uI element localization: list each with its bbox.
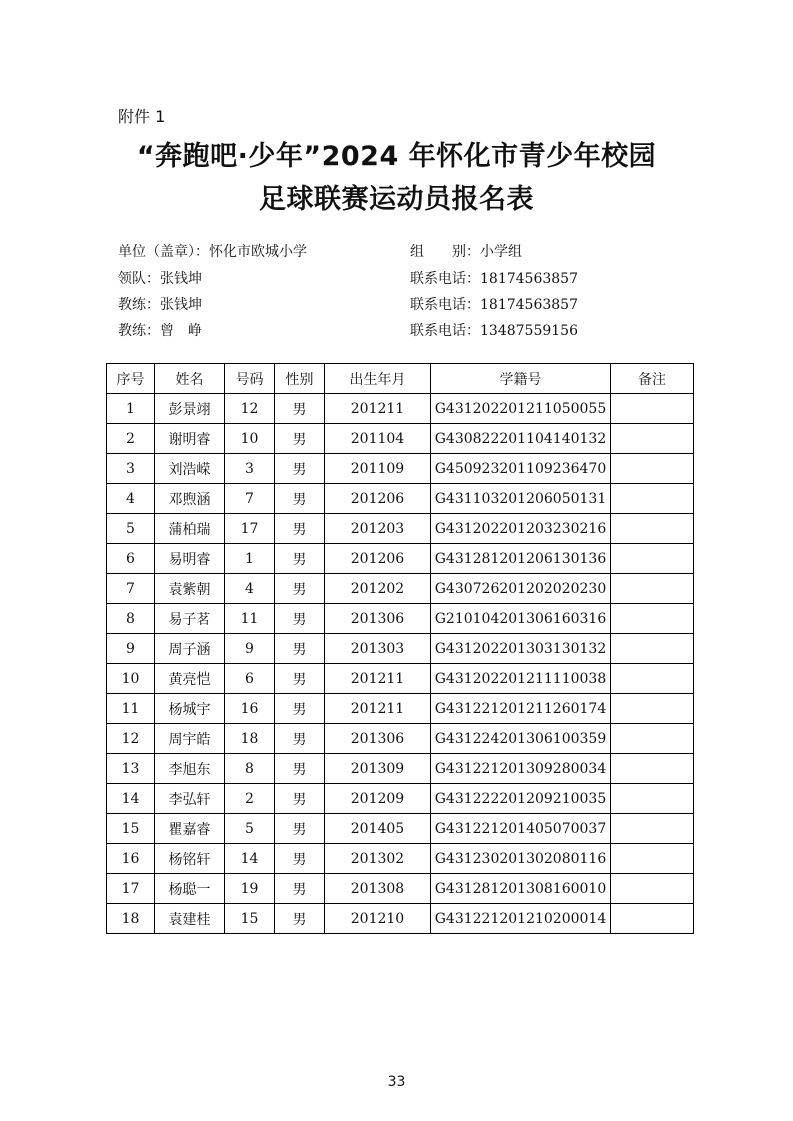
cell-birth: 201202 xyxy=(325,574,431,604)
cell-index: 7 xyxy=(107,574,155,604)
table-row xyxy=(107,424,694,454)
cell-number: 6 xyxy=(225,664,275,694)
cell-student-id: G431281201308160010 xyxy=(431,874,611,904)
cell-remarks xyxy=(611,394,694,424)
table-row xyxy=(107,694,694,724)
cell-remarks xyxy=(611,844,694,874)
cell-remarks xyxy=(611,904,694,934)
coach1-line xyxy=(118,296,202,314)
leader-line xyxy=(118,270,202,288)
cell-gender: 男 xyxy=(275,694,325,724)
cell-name: 邓煦涵 xyxy=(155,484,225,514)
cell-remarks xyxy=(611,544,694,574)
cell-index: 9 xyxy=(107,634,155,664)
cell-student-id: G431202201303130132 xyxy=(431,634,611,664)
cell-name: 李弘轩 xyxy=(155,784,225,814)
unit-value: 怀化市欧城小学 xyxy=(209,244,307,260)
group-value: 小学组 xyxy=(480,244,522,260)
cell-index: 10 xyxy=(107,664,155,694)
cell-student-id: G431221201309280034 xyxy=(431,754,611,784)
cell-number: 16 xyxy=(225,694,275,724)
cell-student-id: G431103201206050131 xyxy=(431,484,611,514)
cell-name: 谢明睿 xyxy=(155,424,225,454)
cell-number: 19 xyxy=(225,874,275,904)
leader-label: 领队： xyxy=(118,271,160,287)
leader-value: 张钱坤 xyxy=(160,271,202,287)
cell-index: 14 xyxy=(107,784,155,814)
cell-name: 彭景翊 xyxy=(155,394,225,424)
cell-student-id: G431202201203230216 xyxy=(431,514,611,544)
cell-student-id: G430726201202020230 xyxy=(431,574,611,604)
cell-birth: 201206 xyxy=(325,544,431,574)
cell-gender: 男 xyxy=(275,574,325,604)
cell-birth: 201306 xyxy=(325,604,431,634)
cell-student-id: G431221201405070037 xyxy=(431,814,611,844)
header-student-id: 学籍号 xyxy=(431,364,611,394)
cell-gender: 男 xyxy=(275,754,325,784)
cell-number: 15 xyxy=(225,904,275,934)
cell-index: 8 xyxy=(107,604,155,634)
header-birth: 出生年月 xyxy=(325,364,431,394)
cell-remarks xyxy=(611,754,694,784)
cell-index: 4 xyxy=(107,484,155,514)
coach1-value: 张钱坤 xyxy=(160,297,202,313)
attachment-label: 附件 1 xyxy=(118,107,166,126)
coach1-phone-line xyxy=(410,296,578,314)
cell-number: 11 xyxy=(225,604,275,634)
cell-remarks xyxy=(611,484,694,514)
cell-student-id: G431202201211110038 xyxy=(431,664,611,694)
cell-number: 14 xyxy=(225,844,275,874)
cell-number: 9 xyxy=(225,634,275,664)
cell-gender: 男 xyxy=(275,544,325,574)
cell-number: 7 xyxy=(225,484,275,514)
cell-remarks xyxy=(611,694,694,724)
cell-gender: 男 xyxy=(275,664,325,694)
group-label: 组 别： xyxy=(410,244,480,260)
coach2-label: 教练： xyxy=(118,323,160,339)
cell-name: 周子涵 xyxy=(155,634,225,664)
cell-birth: 201210 xyxy=(325,904,431,934)
cell-index: 15 xyxy=(107,814,155,844)
cell-index: 16 xyxy=(107,844,155,874)
header-remarks: 备注 xyxy=(611,364,694,394)
table-row xyxy=(107,664,694,694)
coach2-phone-line xyxy=(410,322,578,340)
cell-name: 杨铭轩 xyxy=(155,844,225,874)
leader-phone: 18174563857 xyxy=(480,271,578,287)
coach2-value: 曾 峥 xyxy=(160,323,202,339)
cell-birth: 201109 xyxy=(325,454,431,484)
cell-gender: 男 xyxy=(275,784,325,814)
coach2-line xyxy=(118,322,202,340)
table-row xyxy=(107,454,694,484)
cell-name: 刘浩嵘 xyxy=(155,454,225,484)
coach2-phone-label: 联系电话： xyxy=(410,323,480,339)
cell-student-id: G431202201211050055 xyxy=(431,394,611,424)
cell-index: 12 xyxy=(107,724,155,754)
cell-birth: 201303 xyxy=(325,634,431,664)
cell-remarks xyxy=(611,634,694,664)
cell-birth: 201405 xyxy=(325,814,431,844)
cell-gender: 男 xyxy=(275,904,325,934)
header-gender: 性别 xyxy=(275,364,325,394)
cell-birth: 201306 xyxy=(325,724,431,754)
table-row xyxy=(107,844,694,874)
cell-remarks xyxy=(611,454,694,484)
cell-index: 2 xyxy=(107,424,155,454)
coach1-label: 教练： xyxy=(118,297,160,313)
table-row xyxy=(107,634,694,664)
cell-gender: 男 xyxy=(275,814,325,844)
cell-index: 5 xyxy=(107,514,155,544)
cell-birth: 201104 xyxy=(325,424,431,454)
cell-name: 袁建桂 xyxy=(155,904,225,934)
cell-student-id: G431224201306100359 xyxy=(431,724,611,754)
cell-gender: 男 xyxy=(275,394,325,424)
table-row xyxy=(107,754,694,784)
header-number: 号码 xyxy=(225,364,275,394)
cell-gender: 男 xyxy=(275,634,325,664)
cell-student-id: G450923201109236470 xyxy=(431,454,611,484)
table-header-row xyxy=(107,364,694,394)
cell-birth: 201206 xyxy=(325,484,431,514)
cell-number: 12 xyxy=(225,394,275,424)
cell-number: 18 xyxy=(225,724,275,754)
table-row xyxy=(107,544,694,574)
cell-name: 袁紫朝 xyxy=(155,574,225,604)
coach1-phone: 18174563857 xyxy=(480,297,578,313)
cell-index: 6 xyxy=(107,544,155,574)
coach2-phone: 13487559156 xyxy=(480,323,578,339)
cell-birth: 201209 xyxy=(325,784,431,814)
cell-index: 3 xyxy=(107,454,155,484)
cell-number: 2 xyxy=(225,784,275,814)
cell-remarks xyxy=(611,604,694,634)
cell-gender: 男 xyxy=(275,724,325,754)
cell-name: 黄亮恺 xyxy=(155,664,225,694)
roster-table xyxy=(106,363,694,934)
cell-number: 17 xyxy=(225,514,275,544)
cell-remarks xyxy=(611,574,694,604)
cell-name: 杨城宇 xyxy=(155,694,225,724)
roster-body xyxy=(107,394,694,934)
cell-name: 李旭东 xyxy=(155,754,225,784)
document-title-line2: 足球联赛运动员报名表 xyxy=(259,184,534,215)
cell-remarks xyxy=(611,514,694,544)
cell-index: 11 xyxy=(107,694,155,724)
table-row xyxy=(107,814,694,844)
cell-student-id: G431222201209210035 xyxy=(431,784,611,814)
table-row xyxy=(107,724,694,754)
cell-gender: 男 xyxy=(275,424,325,454)
page-number: 33 xyxy=(387,1074,406,1090)
cell-name: 蒲柏瑞 xyxy=(155,514,225,544)
cell-student-id: G431281201206130136 xyxy=(431,544,611,574)
cell-number: 5 xyxy=(225,814,275,844)
cell-remarks xyxy=(611,424,694,454)
cell-index: 18 xyxy=(107,904,155,934)
unit-line xyxy=(118,243,307,261)
cell-name: 周宇皓 xyxy=(155,724,225,754)
table-row xyxy=(107,514,694,544)
cell-remarks xyxy=(611,724,694,754)
cell-number: 8 xyxy=(225,754,275,784)
cell-gender: 男 xyxy=(275,604,325,634)
table-row xyxy=(107,574,694,604)
cell-gender: 男 xyxy=(275,874,325,904)
leader-phone-line xyxy=(410,270,578,288)
cell-index: 17 xyxy=(107,874,155,904)
cell-number: 4 xyxy=(225,574,275,604)
header-index: 序号 xyxy=(107,364,155,394)
header-name: 姓名 xyxy=(155,364,225,394)
cell-name: 易子茗 xyxy=(155,604,225,634)
cell-index: 13 xyxy=(107,754,155,784)
cell-remarks xyxy=(611,784,694,814)
cell-birth: 201211 xyxy=(325,664,431,694)
table-row xyxy=(107,874,694,904)
cell-gender: 男 xyxy=(275,514,325,544)
cell-name: 易明睿 xyxy=(155,544,225,574)
table-row xyxy=(107,604,694,634)
cell-remarks xyxy=(611,874,694,904)
coach1-phone-label: 联系电话： xyxy=(410,297,480,313)
table-row xyxy=(107,904,694,934)
cell-number: 1 xyxy=(225,544,275,574)
cell-student-id: G431221201210200014 xyxy=(431,904,611,934)
cell-index: 1 xyxy=(107,394,155,424)
cell-number: 10 xyxy=(225,424,275,454)
cell-birth: 201302 xyxy=(325,844,431,874)
table-row xyxy=(107,484,694,514)
cell-birth: 201309 xyxy=(325,754,431,784)
cell-birth: 201211 xyxy=(325,694,431,724)
cell-remarks xyxy=(611,664,694,694)
cell-gender: 男 xyxy=(275,454,325,484)
cell-student-id: G431230201302080116 xyxy=(431,844,611,874)
document-title-line1: “奔跑吧·少年”2024 年怀化市青少年校园 xyxy=(136,141,657,172)
table-row xyxy=(107,394,694,424)
cell-gender: 男 xyxy=(275,844,325,874)
cell-name: 杨聪一 xyxy=(155,874,225,904)
cell-birth: 201211 xyxy=(325,394,431,424)
unit-label: 单位（盖章）： xyxy=(118,244,209,260)
cell-number: 3 xyxy=(225,454,275,484)
cell-birth: 201308 xyxy=(325,874,431,904)
table-row xyxy=(107,784,694,814)
cell-name: 瞿嘉睿 xyxy=(155,814,225,844)
cell-gender: 男 xyxy=(275,484,325,514)
group-line xyxy=(410,243,522,261)
cell-student-id: G210104201306160316 xyxy=(431,604,611,634)
cell-student-id: G430822201104140132 xyxy=(431,424,611,454)
cell-birth: 201203 xyxy=(325,514,431,544)
leader-phone-label: 联系电话： xyxy=(410,271,480,287)
cell-remarks xyxy=(611,814,694,844)
cell-student-id: G431221201211260174 xyxy=(431,694,611,724)
